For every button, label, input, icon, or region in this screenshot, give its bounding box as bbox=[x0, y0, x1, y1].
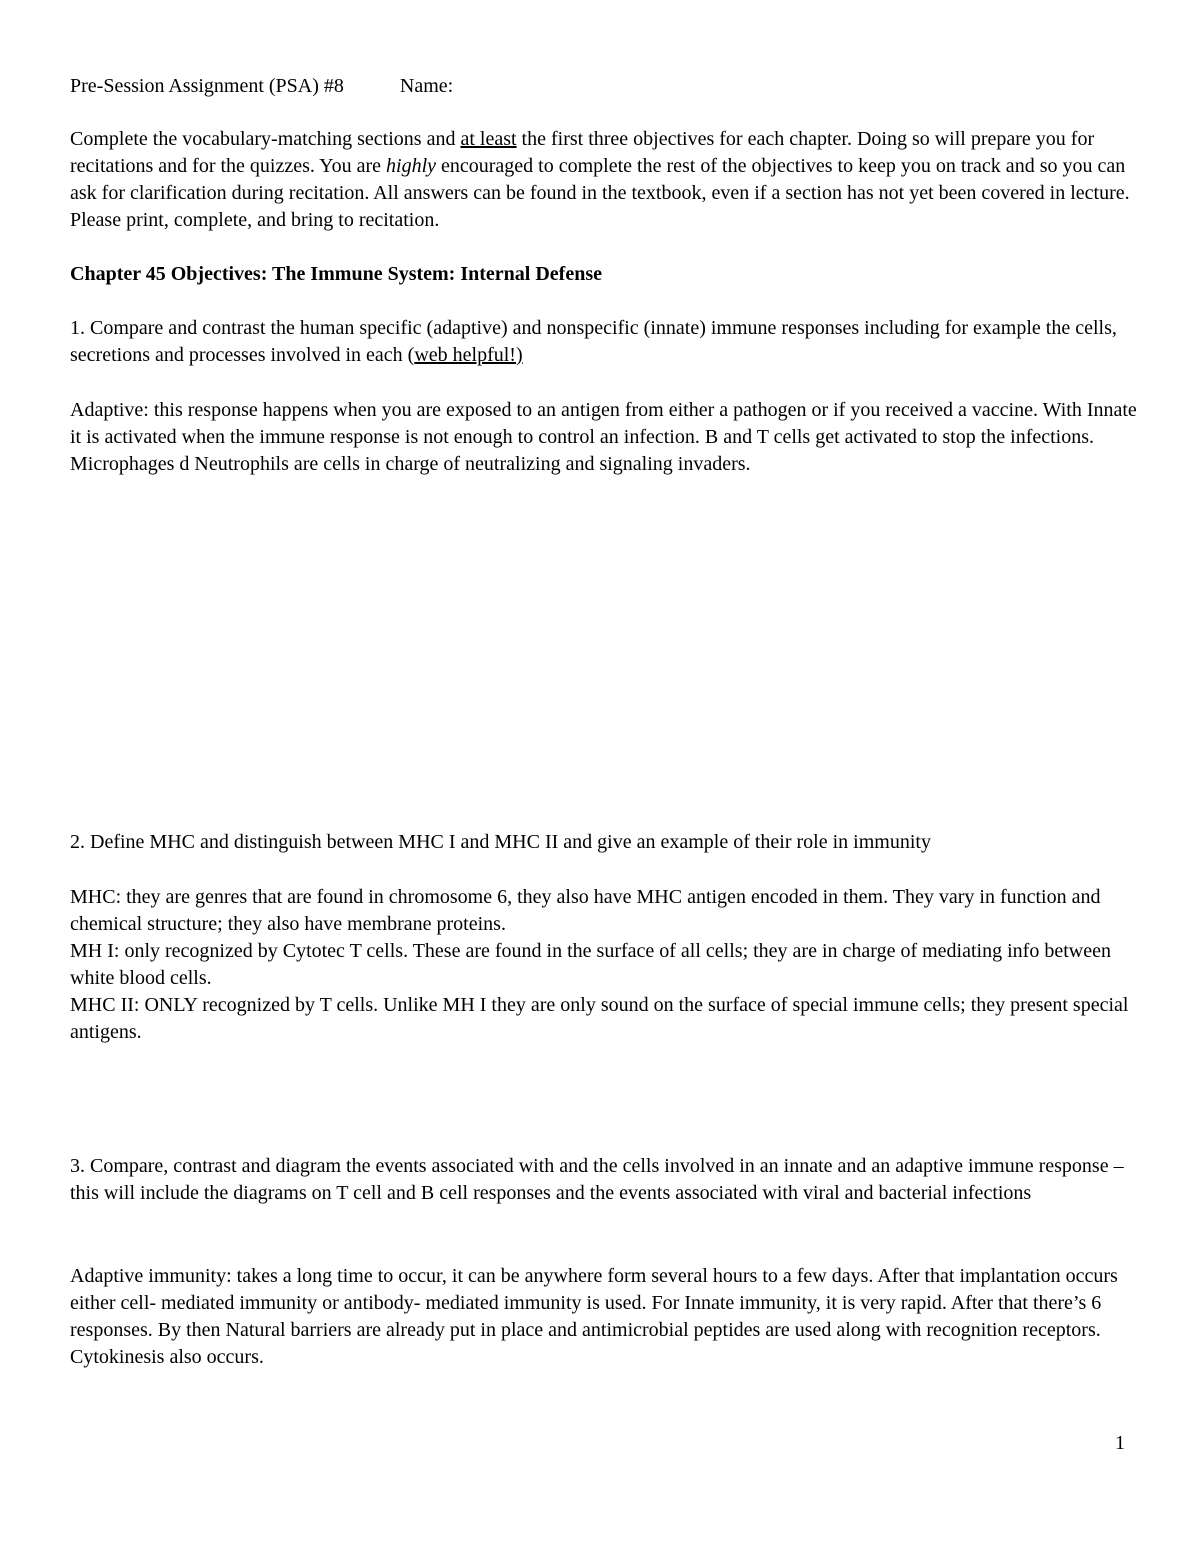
assignment-title: Pre-Session Assignment (PSA) #8 bbox=[70, 75, 344, 97]
intro-emphasis: highly bbox=[386, 155, 437, 177]
answer-1: Adaptive: this response happens when you are exposed to an antigen from either a pathogen or if you received a vaccine. With Innate it is activated when the immune response is not enough to control an infection. B and T cells get activated to stop the infections. Microphages d Neutrophils are cells in charge of neutralizing and signaling invaders. bbox=[70, 399, 1137, 475]
header-line bbox=[70, 73, 1140, 100]
question-3: 3. Compare, contrast and diagram the events associated with and the cells involved in an innate and an adaptive immune response – this will include the diagrams on T cell and B cell responses and the events associated with viral and bacterial infections bbox=[70, 1155, 1124, 1204]
answer-2 bbox=[70, 884, 1140, 1046]
question-1 bbox=[70, 315, 1140, 369]
intro-underlined: at least bbox=[460, 128, 517, 150]
answer-2-mhc2: MHC II: ONLY recognized by T cells. Unlike MH I they are only sound on the surface of special immune cells; they present special antigens. bbox=[70, 994, 1129, 1043]
intro-text-3: encouraged to complete the rest of the objectives to keep you on track and so you can ask for clarification during recitation. All answers can be found in the textbook, even if a section has not yet been covered in lecture. Please print, complete, and bring to recitation. bbox=[70, 155, 1130, 231]
intro-text-2: the first three objectives for each chapter. Doing so will prepare you for recitations and for the quizzes. You are bbox=[70, 128, 1095, 177]
intro-paragraph bbox=[70, 126, 1140, 234]
question-2: 2. Define MHC and distinguish between MHC I and MHC II and give an example of their role in immunity bbox=[70, 831, 931, 853]
answer-2-mhc: MHC: they are genres that are found in chromosome 6, they also have MHC antigen encoded in them. They vary in function and chemical structure; they also have membrane proteins. bbox=[70, 886, 1101, 935]
web-helpful-link: web helpful!) bbox=[414, 344, 523, 366]
answer-2-mh1: MH I: only recognized by Cytotec T cells. These are found in the surface of all cells; they are in charge of mediating info between white blood cells. bbox=[70, 940, 1111, 989]
page-number: 1 bbox=[1115, 1432, 1125, 1454]
name-label: Name: bbox=[399, 75, 454, 97]
answer-3: Adaptive immunity: takes a long time to occur, it can be anywhere form several hours to a few days. After that implantation occurs either cell- mediated immunity or antibody- mediated immunity is used. For Innate immunity, it is very rapid. After that there’s 6 responses. By then Natural barriers are already put in place and antimicrobial peptides are used along with recognition receptors. Cytokinesis also occurs. bbox=[70, 1265, 1118, 1368]
intro-text-1: Complete the vocabulary-matching sections and bbox=[70, 128, 461, 150]
question-1-text: 1. Compare and contrast the human specific (adaptive) and nonspecific (innate) immune responses including for example the cells, secretions and processes involved in each ( bbox=[70, 317, 1117, 366]
chapter-heading: Chapter 45 Objectives: The Immune System: Internal Defense bbox=[70, 263, 602, 285]
